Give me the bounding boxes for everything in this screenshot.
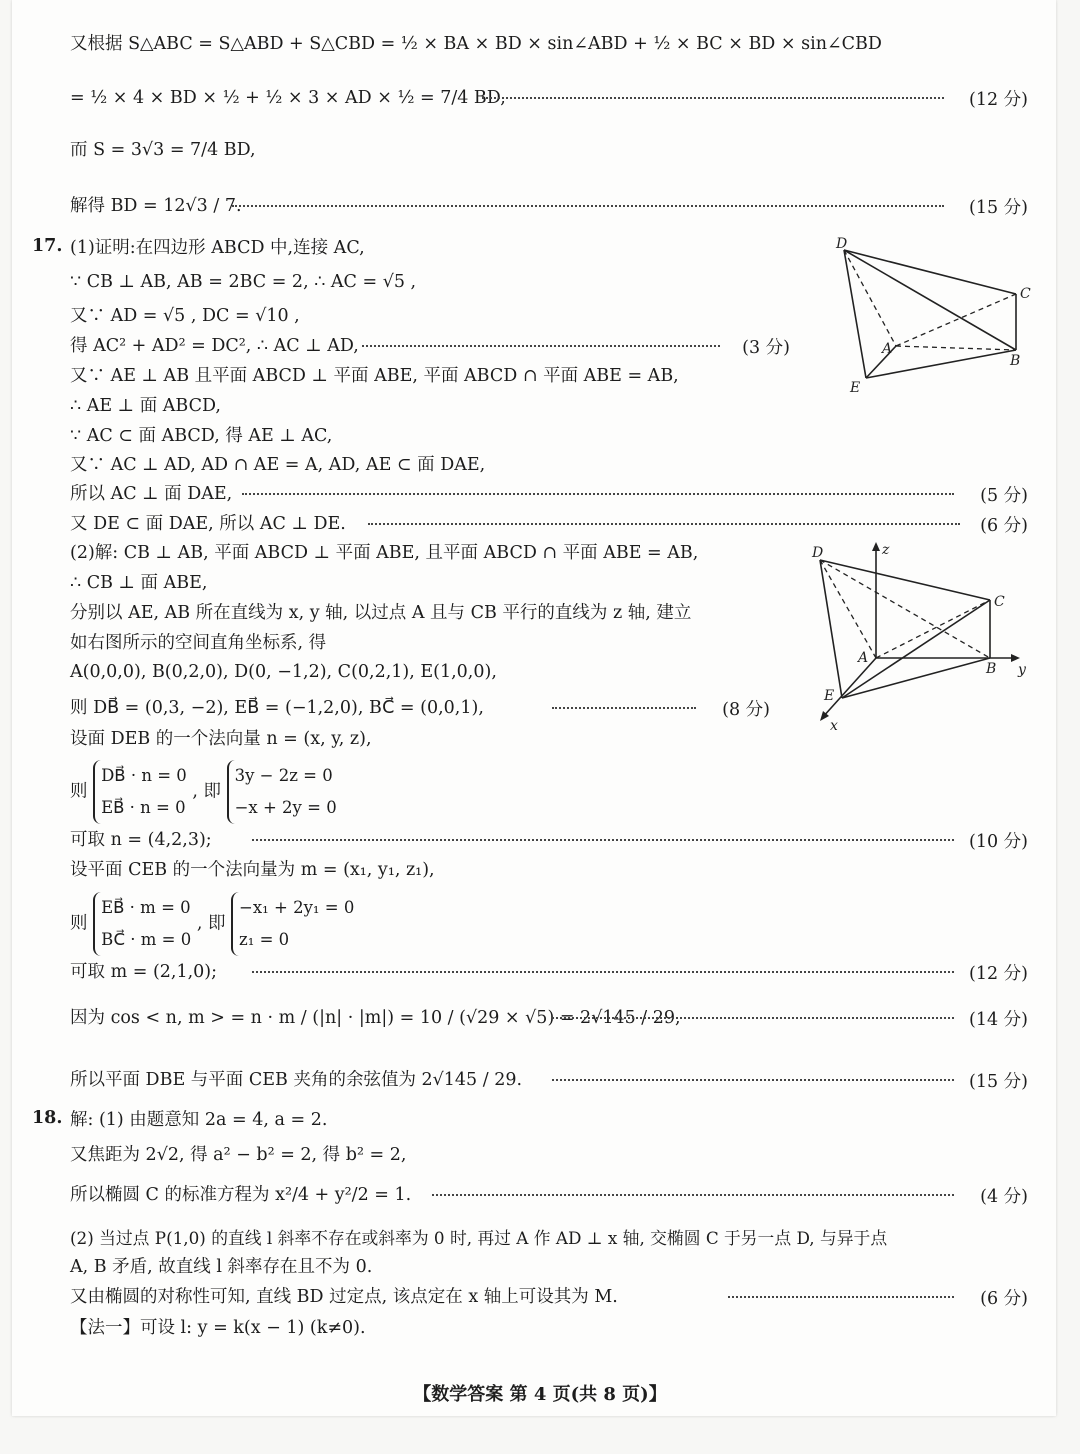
leader-dots — [368, 523, 960, 525]
score-label: (10 分) — [969, 832, 1028, 852]
z-axis-arrowhead — [872, 542, 880, 551]
equation-system — [227, 760, 337, 824]
score-label: (5 分) — [980, 486, 1028, 506]
text-line: (1)证明:在四边形 ABCD 中,连接 AC, — [70, 238, 365, 258]
score-label: (15 分) — [969, 198, 1028, 218]
axis-label: z — [882, 542, 890, 558]
equation: −x₁ + 2y₁ = 0 — [239, 898, 355, 917]
text-line: 得 AC² + AD² = DC², ∴ AC ⊥ AD, — [70, 336, 359, 356]
text-line: 又∵ AE ⊥ AB 且平面 ABCD ⊥ 平面 ABE, 平面 ABCD ∩ 平面 ABE = AB, — [70, 366, 679, 386]
vertex-label: E — [824, 688, 835, 704]
text-line: (2)解: CB ⊥ AB, 平面 ABCD ⊥ 平面 ABE, 且平面 ABCD ∩ 平面 ABE = AB, — [70, 543, 699, 563]
leader-dots — [432, 1194, 954, 1196]
text-line: 分别以 AE, AB 所在直线为 x, y 轴, 以过点 A 且与 CB 平行的直线为 z 轴, 建立 — [70, 603, 692, 623]
text-line: 因为 cos < n, m > = n · m / (|n| · |m|) = 10 / (√29 × √5) = 2√145 / 29, — [70, 1008, 681, 1028]
leader-dots — [232, 205, 944, 207]
equation-system-line — [70, 892, 354, 956]
equation: z₁ = 0 — [239, 930, 290, 949]
vertex-label: D — [836, 236, 848, 252]
leader-dots — [728, 1296, 954, 1298]
text-fragment: , 即 — [196, 913, 226, 934]
text-line: 又 DE ⊂ 面 DAE, 所以 AC ⊥ DE. — [70, 514, 346, 534]
text-fragment: 则 — [70, 913, 88, 934]
axis-label: x — [830, 718, 838, 734]
score-label: (3 分) — [742, 338, 790, 358]
text-line: 解得 BD = 12√3 / 7. — [70, 196, 242, 216]
text-fragment: 则 — [70, 781, 88, 802]
leader-dots — [552, 1079, 954, 1081]
equation-system — [93, 892, 191, 956]
vertex-label: E — [850, 380, 861, 396]
figure-coordinate-system — [800, 540, 1040, 735]
text-line: A(0,0,0), B(0,2,0), D(0, −1,2), C(0,2,1), E(1,0,0), — [70, 662, 497, 682]
text-line: 又根据 S△ABC = S△ABD + S△CBD = ½ × BA × BD × sin∠ABD + ½ × BC × BD × sin∠CBD — [70, 34, 882, 54]
text-line: A, B 矛盾, 故直线 l 斜率存在且不为 0. — [70, 1257, 373, 1277]
leader-dots — [552, 707, 696, 709]
score-label: (8 分) — [722, 700, 770, 720]
text-line: 设面 DEB 的一个法向量 n = (x, y, z), — [70, 729, 372, 749]
text-line: 则 DB⃗ = (0,3, −2), EB⃗ = (−1,2,0), BC⃗ = (0,0,1), — [70, 698, 484, 718]
vertex-label: C — [1020, 286, 1031, 302]
equation: EB⃗ · n = 0 — [101, 798, 186, 817]
equation-system — [93, 760, 187, 824]
vertex-label: C — [994, 594, 1005, 610]
text-line: 而 S = 3√3 = 7/4 BD, — [70, 140, 256, 160]
text-line: 所以椭圆 C 的标准方程为 x²/4 + y²/2 = 1. — [70, 1185, 412, 1205]
y-axis-arrowhead — [1011, 654, 1020, 662]
text-line: 可取 m = (2,1,0); — [70, 962, 218, 982]
text-line: ∵ CB ⊥ AB, AB = 2BC = 2, ∴ AC = √5 , — [70, 272, 417, 292]
text-line: 设平面 CEB 的一个法向量为 m = (x₁, y₁, z₁), — [70, 860, 435, 880]
text-line: ∴ CB ⊥ 面 ABE, — [70, 573, 208, 593]
vertex-label: B — [1010, 353, 1021, 369]
score-label: (4 分) — [980, 1187, 1028, 1207]
question-number: 18. — [32, 1108, 63, 1128]
leader-dots — [242, 493, 954, 495]
leader-dots — [552, 1017, 954, 1019]
text-line: 所以平面 DBE 与平面 CEB 夹角的余弦值为 2√145 / 29. — [70, 1070, 523, 1090]
text-line: 又∵ AC ⊥ AD, AD ∩ AE = A, AD, AE ⊂ 面 DAE, — [70, 455, 486, 475]
text-line: ∵ AC ⊂ 面 ABCD, 得 AE ⊥ AC, — [70, 426, 333, 446]
axis-label: y — [1018, 662, 1026, 678]
leader-dots — [482, 97, 944, 99]
text-line: 解: (1) 由题意知 2a = 4, a = 2. — [70, 1110, 328, 1130]
vertex-label: B — [986, 661, 997, 677]
score-label: (12 分) — [969, 90, 1028, 110]
vertex-label: D — [812, 545, 824, 561]
equation: BC⃗ · m = 0 — [101, 930, 192, 949]
equation: DB⃗ · n = 0 — [101, 766, 187, 785]
score-label: (12 分) — [969, 964, 1028, 984]
text-line: 又∵ AD = √5 , DC = √10 , — [70, 306, 300, 326]
equation: −x + 2y = 0 — [234, 798, 337, 817]
text-line: = ½ × 4 × BD × ½ + ½ × 3 × AD × ½ = 7/4 BD, — [70, 88, 506, 108]
text-line: 又焦距为 2√2, 得 a² − b² = 2, 得 b² = 2, — [70, 1145, 407, 1165]
figure-pyramid-1 — [830, 232, 1040, 402]
page-footer: 【数学答案 第 4 页(共 8 页)】 — [413, 1384, 667, 1405]
score-label: (6 分) — [980, 1289, 1028, 1309]
leader-dots — [252, 971, 954, 973]
leader-dots — [362, 345, 720, 347]
text-line: (2) 当过点 P(1,0) 的直线 l 斜率不存在或斜率为 0 时, 再过 A 作 AD ⊥ x 轴, 交椭圆 C 于另一点 D, 与异于点 — [70, 1228, 888, 1248]
text-fragment: , 即 — [192, 781, 222, 802]
equation-system-line — [70, 760, 337, 824]
leader-dots — [252, 839, 954, 841]
text-line: 如右图所示的空间直角坐标系, 得 — [70, 633, 327, 653]
text-line: 可取 n = (4,2,3); — [70, 830, 212, 850]
text-line: 【法一】可设 l: y = k(x − 1) (k≠0). — [70, 1318, 366, 1338]
score-label: (15 分) — [969, 1072, 1028, 1092]
question-number: 17. — [32, 236, 63, 256]
vertex-label: A — [858, 650, 869, 666]
equation: EB⃗ · m = 0 — [101, 898, 191, 917]
text-line: 所以 AC ⊥ 面 DAE, — [70, 484, 233, 504]
vertex-label: A — [882, 341, 893, 357]
text-line: 又由椭圆的对称性可知, 直线 BD 过定点, 该点定在 x 轴上可设其为 M. — [70, 1287, 618, 1307]
score-label: (14 分) — [969, 1010, 1028, 1030]
text-line: ∴ AE ⊥ 面 ABCD, — [70, 396, 221, 416]
score-label: (6 分) — [980, 516, 1028, 536]
equation: 3y − 2z = 0 — [234, 766, 333, 785]
equation-system — [231, 892, 354, 956]
